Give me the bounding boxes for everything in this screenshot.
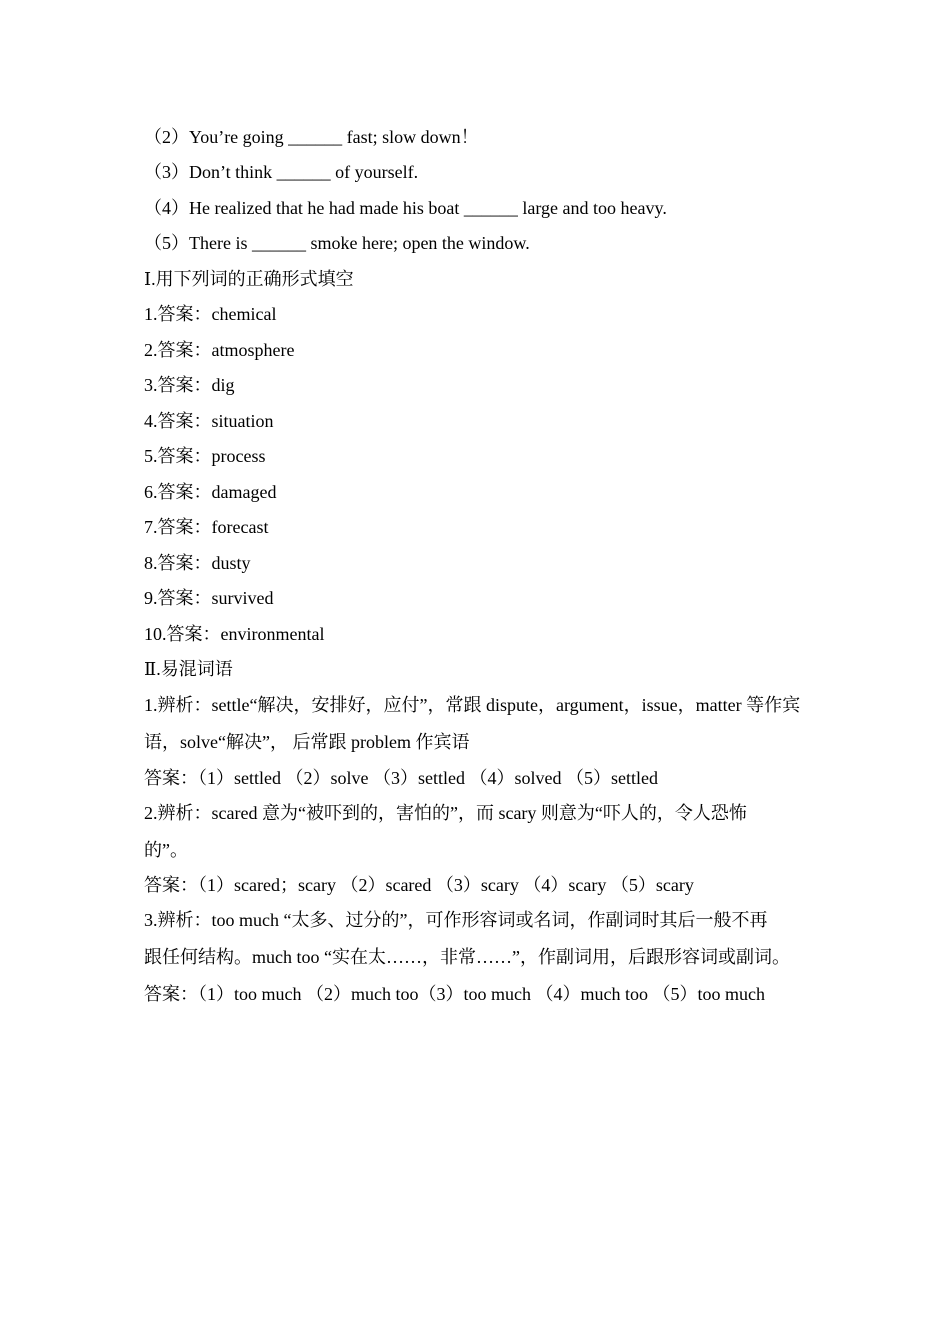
answer-1: 1.答案：chemical bbox=[144, 304, 277, 324]
answer-3: 3.答案：dig bbox=[144, 375, 235, 395]
item1-answer: 答案：（1）settled （2）solve （3）settled （4）solved （5）settled bbox=[144, 768, 658, 788]
exercise-sentence-2: （2）You’re going ______ fast; slow down！ bbox=[144, 127, 479, 147]
exercise-sentence-4: （4）He realized that he had made his boat ______ large and too heavy. bbox=[144, 198, 667, 218]
item2-analysis-line2: 的”。 bbox=[144, 840, 188, 860]
answer-2: 2.答案：atmosphere bbox=[144, 340, 295, 360]
answer-7: 7.答案：forecast bbox=[144, 517, 269, 537]
answer-9: 9.答案：survived bbox=[144, 588, 274, 608]
answer-10: 10.答案：environmental bbox=[144, 624, 325, 644]
section1-heading: Ⅰ.用下列词的正确形式填空 bbox=[144, 269, 354, 289]
answer-6: 6.答案：damaged bbox=[144, 482, 277, 502]
answer-4: 4.答案：situation bbox=[144, 411, 274, 431]
exercise-sentence-5: （5）There is ______ smoke here; open the window. bbox=[144, 233, 530, 253]
item3-answer: 答案：（1）too much （2）much too（3）too much （4）much too （5）too much bbox=[144, 984, 765, 1004]
item2-analysis-line1: 2.辨析：scared 意为“被吓到的，害怕的”，而 scary 则意为“吓人的，令人恐怖 bbox=[144, 803, 747, 823]
item2-answer: 答案：（1）scared；scary （2）scared （3）scary （4）scary （5）scary bbox=[144, 875, 694, 895]
section2-heading: Ⅱ.易混词语 bbox=[144, 659, 233, 679]
exercise-sentence-3: （3）Don’t think ______ of yourself. bbox=[144, 162, 419, 182]
item3-analysis-line1: 3.辨析：too much “太多、过分的”，可作形容词或名词，作副词时其后一般不再 bbox=[144, 910, 768, 930]
item1-analysis-line1: 1.辨析：settle“解决，安排好，应付”，常跟 dispute，argument，issue，matter 等作宾 bbox=[144, 695, 801, 715]
answer-8: 8.答案：dusty bbox=[144, 553, 251, 573]
answer-5: 5.答案：process bbox=[144, 446, 266, 466]
item1-analysis-line2: 语，solve“解决”， 后常跟 problem 作宾语 bbox=[144, 732, 470, 752]
item3-analysis-line2: 跟任何结构。much too “实在太……，非常……”，作副词用，后跟形容词或副词。 bbox=[144, 947, 790, 967]
